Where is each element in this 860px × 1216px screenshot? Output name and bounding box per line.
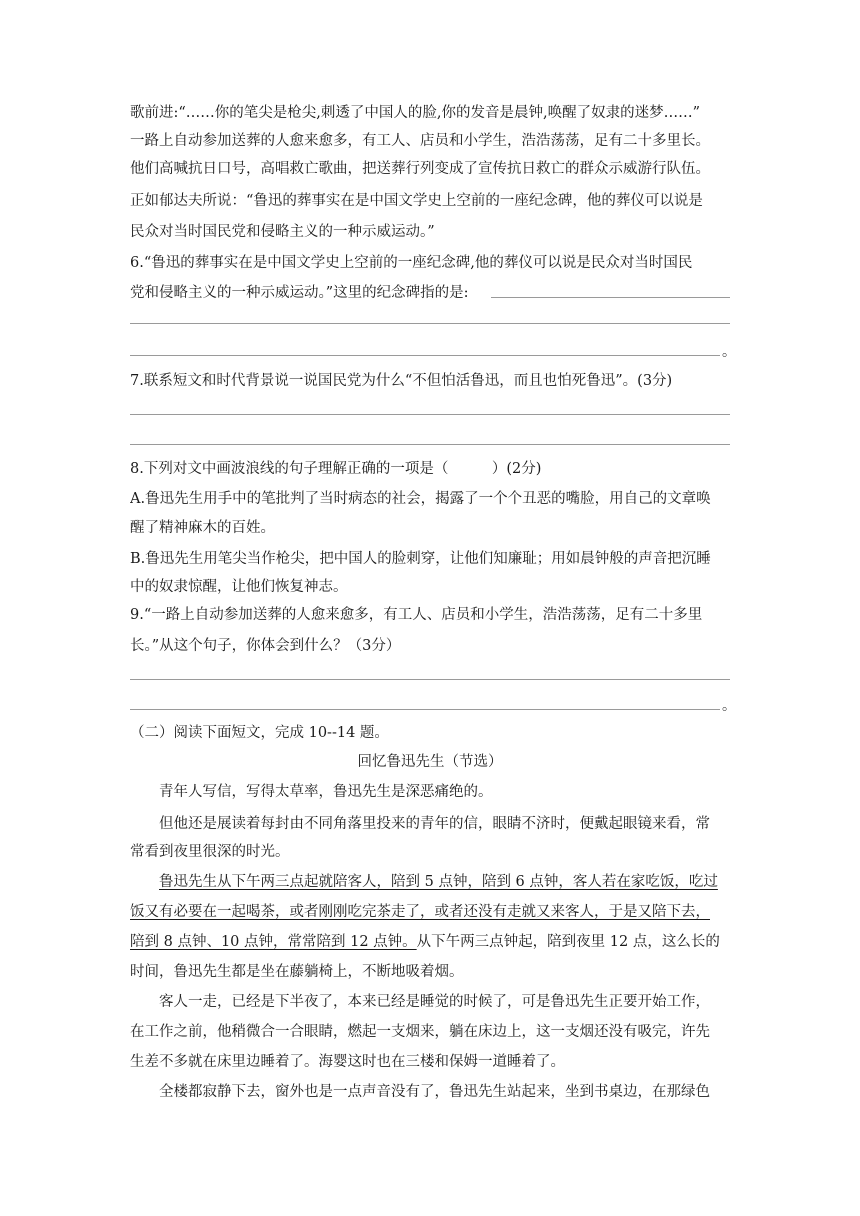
- passage-line: 他们高喊抗日口号，高唱救亡歌曲，把送葬行列变成了宣传抗日救亡的群众示威游行队伍。: [130, 161, 710, 177]
- paragraph-line: 但他还是展读着每封由不同角落里投来的青年的信，眼睛不济时，便戴起眼镜来看，常: [159, 816, 710, 832]
- answer-line-q9[interactable]: [130, 709, 720, 710]
- answer-line-q7[interactable]: [130, 444, 730, 445]
- option-a-line[interactable]: 醒了精神麻木的百姓。: [130, 520, 275, 536]
- section-heading: （二）阅读下面短文，完成 10--14 题。: [130, 725, 389, 741]
- question-6-line: 6.“鲁迅的葬事实在是中国文学史上空前的一座纪念碑,他的葬仪可以说是民众对当时国民: [130, 255, 693, 271]
- option-b-line[interactable]: 中的奴隶惊醒，让他们恢复神志。: [130, 579, 348, 595]
- option-a-line[interactable]: A.鲁迅先生用手中的笔批判了当时病态的社会，揭露了一个个丑恶的嘴脸，用自己的文章唤: [130, 491, 711, 507]
- passage-line: 歌前进:“……你的笔尖是枪尖,刺透了中国人的脸,你的发音是晨钟,唤醒了奴隶的迷梦……”: [130, 105, 701, 121]
- question-7-line: 7.联系短文和时代背景说一说国民党为什么“不但怕活鲁迅，而且也怕死鲁迅”。(3分): [130, 373, 673, 389]
- end-mark: 。: [722, 698, 736, 714]
- question-8-stem: 8.下列对文中画波浪线的句子理解正确的一项是（ ）(2分): [130, 461, 542, 477]
- underlined-sentence-end: 陪到 8 点钟、10 点钟，常常陪到 12 点钟。: [130, 934, 417, 950]
- answer-line-q9[interactable]: [130, 679, 730, 680]
- answer-line-q7[interactable]: [130, 414, 730, 415]
- paragraph-line: 常看到夜里很深的时光。: [130, 844, 290, 860]
- reading-title: 回忆鲁迅先生（节选）: [357, 754, 503, 770]
- end-mark: 。: [722, 344, 736, 360]
- paragraph-line: 时间，鲁迅先生都是坐在藤躺椅上，不断地吸着烟。: [130, 964, 464, 980]
- question-9-line: 长。”从这个句子，你体会到什么？（3分）: [130, 638, 401, 654]
- paragraph-line: 青年人写信，写得太草率，鲁迅先生是深恶痛绝的。: [159, 784, 493, 800]
- passage-line: 民众对当时国民党和侵略主义的一种示威运动。”: [130, 224, 435, 240]
- paragraph-line: 客人一走，已经是下半夜了，本来已经是睡觉的时候了，可是鲁迅先生正要开始工作，: [159, 994, 710, 1010]
- underlined-sentence-line: 饭又有必要在一起喝茶，或者刚刚吃完茶走了，或者还没有走就又来客人，于是又陪下去，: [130, 904, 710, 920]
- underlined-sentence-line: 鲁迅先生从下午两三点起就陪客人，陪到 5 点钟，陪到 6 点钟，客人若在家吃饭，吃过: [159, 874, 718, 890]
- paragraph-text: 从下午两三点钟起，陪到夜里 12 点，这么长的: [416, 934, 720, 950]
- option-b-line[interactable]: B.鲁迅先生用笔尖当作枪尖，把中国人的脸刺穿，让他们知廉耻；用如晨钟般的声音把沉睡: [130, 551, 711, 567]
- answer-line-q6[interactable]: [130, 355, 720, 356]
- passage-line: 正如郁达夫所说：“鲁迅的葬事实在是中国文学史上空前的一座纪念碑，他的葬仪可以说是: [130, 193, 703, 209]
- paragraph-line: 生差不多就在床里边睡着了。海婴这时也在三楼和保姆一道睡着了。: [130, 1054, 565, 1070]
- answer-line-q6[interactable]: [130, 323, 730, 324]
- answer-blank-q6-inline[interactable]: [491, 297, 730, 298]
- passage-line: 一路上自动参加送葬的人愈来愈多，有工人、店员和小学生，浩浩荡荡，足有二十多里长。: [130, 133, 710, 149]
- paragraph-line: 全楼都寂静下去，窗外也是一点声音没有了，鲁迅先生站起来，坐到书桌边，在那绿色: [159, 1084, 710, 1100]
- paragraph-line: 在工作之前，他稍微合一合眼睛，燃起一支烟来，躺在床边上，这一支烟还没有吸完，许先: [130, 1024, 710, 1040]
- paragraph-line: [130, 928, 730, 956]
- question-9-line: 9.“一路上自动参加送葬的人愈来愈多，有工人、店员和小学生，浩浩荡荡，足有二十多里: [130, 607, 703, 623]
- question-6-line: 党和侵略主义的一种示威运动。”这里的纪念碑指的是:: [130, 285, 469, 301]
